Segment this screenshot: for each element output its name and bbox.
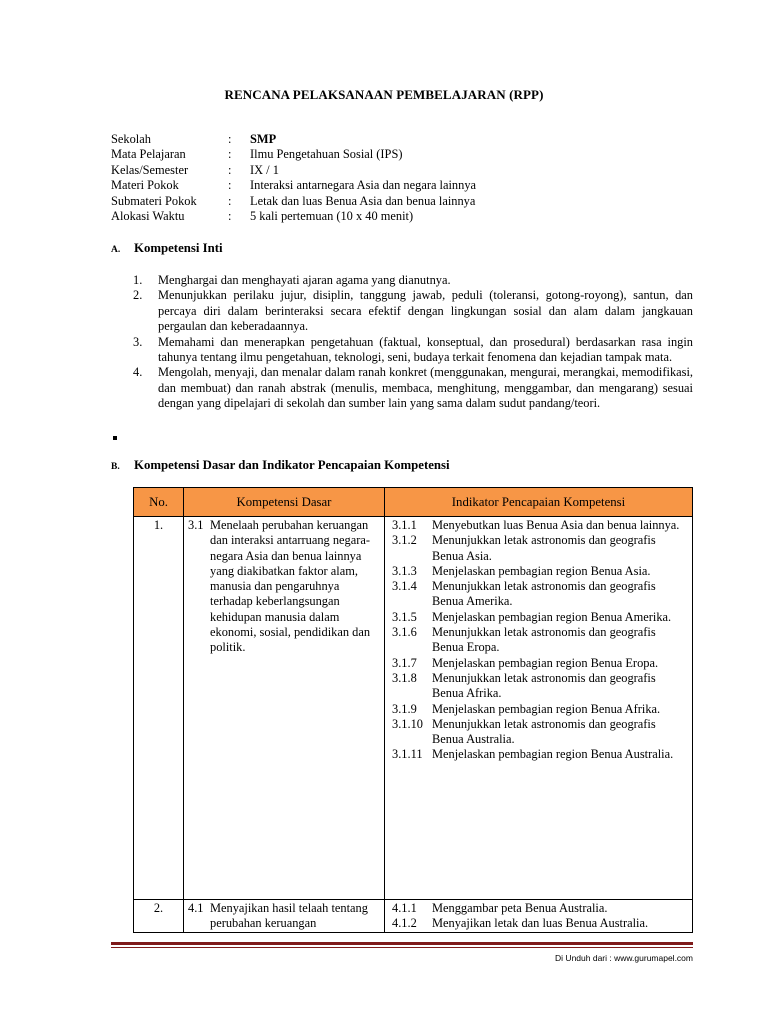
- indicator-text: Menjelaskan pembagian region Benua Amerika.: [432, 609, 672, 624]
- kd-cell: [184, 900, 385, 933]
- footer-rule-thick: [111, 942, 693, 945]
- kompetensi-inti-list: [133, 273, 693, 412]
- indicator-number: 3.1.7: [392, 655, 417, 670]
- indicator-item: [385, 533, 692, 564]
- header-kompetensi-dasar: Kompetensi Dasar: [184, 488, 385, 517]
- footer-source-text: Di Unduh dari : www.gurumapel.com: [555, 953, 693, 963]
- info-value: Interaksi antarnegara Asia dan negara lainnya: [250, 178, 477, 193]
- indicator-text: Menjelaskan pembagian region Benua Asia.: [432, 563, 651, 578]
- indicator-item: [385, 656, 692, 671]
- indicator-number: 4.1.1: [392, 901, 417, 915]
- info-colon: :: [228, 132, 232, 146]
- indicator-text: Menyajikan letak dan luas Benua Australia.: [432, 916, 649, 931]
- indicator-number: 3.1.2: [392, 533, 417, 548]
- indicator-text: Menjelaskan pembagian region Benua Australia.: [432, 747, 674, 762]
- info-colon: :: [228, 208, 232, 223]
- info-label: Materi Pokok: [111, 178, 179, 193]
- indicator-text: Menunjukkan letak astronomis dan geografis Benua Australia.: [432, 716, 656, 747]
- kd-number: 3.1: [188, 518, 204, 532]
- indicator-cell: [385, 900, 693, 933]
- indicator-text: Menggambar peta Benua Australia.: [432, 901, 608, 915]
- indicator-number: 4.1.2: [392, 916, 417, 931]
- kd-number: 4.1: [188, 901, 204, 915]
- list-item-text: Memahami dan menerapkan pengetahuan (faktual, konseptual, dan prosedural) berdasarkan rasa ingin tahunya tentang ilmu pengetahuan, teknologi, seni, budaya terkait fenomena dan kejadian tampak mata.: [158, 334, 693, 365]
- indicator-item: [385, 916, 692, 931]
- info-colon: :: [228, 147, 232, 162]
- table-row: [134, 900, 693, 933]
- table-row: [134, 517, 693, 900]
- header-indikator: Indikator Pencapaian Kompetensi: [385, 488, 693, 517]
- kd-text: Menelaah perubahan keruangan dan interaksi antarruang negara-negara Asia dan benua lainnya yang diakibatkan faktor alam, manusia dan pengaruhnya terhadap keberlangsungan kehidupan manusia dalam ekonomi, sosial, pendidikan dan politik.: [210, 518, 371, 655]
- header-no: No.: [134, 488, 184, 517]
- indicator-number: 3.1.6: [392, 625, 417, 640]
- indicator-text: Menunjukkan letak astronomis dan geografis Benua Afrika.: [432, 670, 656, 701]
- section-b-title: Kompetensi Dasar dan Indikator Pencapaian Kompetensi: [134, 458, 450, 472]
- info-label: Mata Pelajaran: [111, 147, 186, 162]
- info-label: Alokasi Waktu: [111, 208, 185, 223]
- indicator-number: 3.1.5: [392, 609, 417, 624]
- info-value: IX / 1: [250, 162, 279, 177]
- kd-text: Menyajikan hasil telaah tentang perubahan keruangan: [210, 901, 368, 931]
- indicator-text: Menunjukkan letak astronomis dan geografis Benua Eropa.: [432, 625, 656, 655]
- list-item-number: 2.: [133, 288, 143, 303]
- list-item: [133, 335, 693, 366]
- info-value: 5 kali pertemuan (10 x 40 menit): [250, 208, 414, 223]
- info-colon: :: [228, 178, 232, 193]
- indicator-number: 3.1.9: [392, 701, 417, 716]
- indicator-number: 3.1.11: [392, 747, 423, 762]
- list-item-number: 4.: [133, 365, 143, 380]
- section-b-heading: [111, 458, 450, 473]
- section-a-title: Kompetensi Inti: [134, 241, 223, 255]
- info-value: Letak dan luas Benua Asia dan benua lainnya: [250, 193, 476, 208]
- info-value: Ilmu Pengetahuan Sosial (IPS): [250, 147, 403, 162]
- indicator-item: [385, 564, 692, 579]
- row-number: 1.: [134, 517, 184, 900]
- section-a-letter: A.: [111, 245, 121, 255]
- info-label: Kelas/Semester: [111, 162, 189, 177]
- info-colon: :: [228, 193, 232, 208]
- indicator-number: 3.1.1: [392, 518, 417, 532]
- indicator-number: 3.1.8: [392, 670, 417, 685]
- info-label: Sekolah: [111, 132, 151, 146]
- row-number: 2.: [134, 900, 184, 933]
- list-item-text: Mengolah, menyaji, dan menalar dalam ranah konkret (menggunakan, mengurai, merangkai, memodifikasi, dan membuat) dan ranah abstrak (menulis, membaca, menghitung, menggambar, dan mengarang) sesuai dengan yang dipelajari di sekolah dan sumber lain yang sama dalam sudut pandang/teori.: [158, 365, 693, 411]
- document-title: RENCANA PELAKSANAAN PEMBELAJARAN (RPP): [224, 87, 544, 102]
- indicator-item: [385, 702, 692, 717]
- table-header-row: [134, 488, 693, 517]
- indicator-item: [385, 610, 692, 625]
- competency-table: [133, 487, 693, 933]
- indicator-text: Menunjukkan letak astronomis dan geografis Benua Amerika.: [432, 579, 656, 609]
- indicator-number: 3.1.4: [392, 579, 417, 594]
- footer-rule-thin: [111, 947, 693, 948]
- indicator-item: [385, 901, 692, 916]
- section-a-heading: [111, 241, 223, 256]
- section-b-letter: B.: [111, 462, 120, 472]
- indicator-cell: [385, 517, 693, 900]
- kd-cell: [184, 517, 385, 900]
- indicator-number: 3.1.3: [392, 563, 417, 578]
- indicator-text: Menjelaskan pembagian region Benua Afrika.: [432, 701, 661, 716]
- indicator-text: Menunjukkan letak astronomis dan geografis Benua Asia.: [432, 533, 656, 563]
- list-item: [133, 288, 693, 334]
- info-colon: :: [228, 162, 232, 177]
- bullet-mark: [113, 436, 117, 440]
- indicator-text: Menjelaskan pembagian region Benua Eropa.: [432, 655, 659, 670]
- info-value: SMP: [250, 132, 277, 146]
- indicator-item: [385, 625, 692, 656]
- list-item-number: 3.: [133, 334, 143, 349]
- indicator-item: [385, 671, 692, 702]
- info-label: Submateri Pokok: [111, 193, 197, 208]
- list-item: [133, 273, 693, 288]
- list-item-text: Menghargai dan menghayati ajaran agama yang dianutnya.: [158, 273, 451, 287]
- indicator-item: [385, 579, 692, 610]
- list-item: [133, 365, 693, 411]
- indicator-item: [385, 747, 692, 762]
- indicator-item: [385, 518, 692, 533]
- indicator-item: [385, 717, 692, 748]
- list-item-number: 1.: [133, 273, 143, 287]
- list-item-text: Menunjukkan perilaku jujur, disiplin, tanggung jawab, peduli (toleransi, gotong-royong), santun, dan percaya diri dalam berinteraksi secara efektif dengan lingkungan sosial dan alam dalam jangkauan pergaulan dan keberadaannya.: [158, 288, 693, 334]
- indicator-text: Menyebutkan luas Benua Asia dan benua lainnya.: [432, 518, 680, 532]
- indicator-number: 3.1.10: [392, 716, 423, 731]
